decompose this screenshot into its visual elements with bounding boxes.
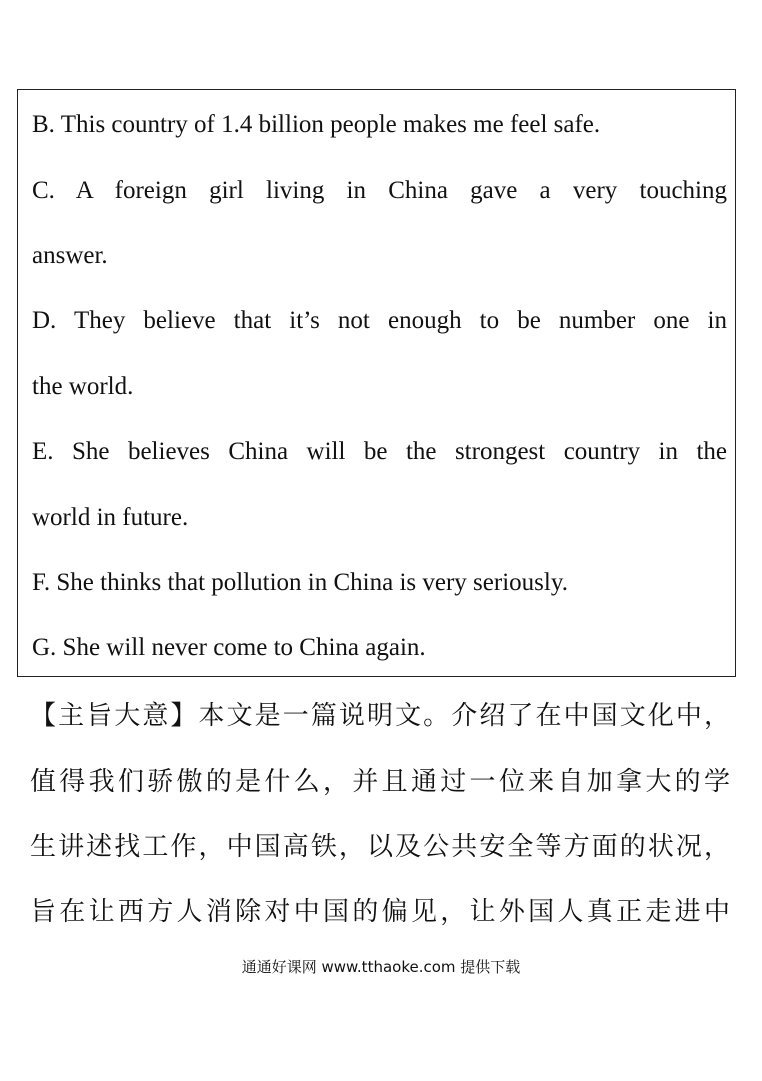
- summary-line-4: 旨在让西方人消除对中国的偏见，让外国人真正走进中: [30, 897, 730, 927]
- option-c-line2: answer.: [32, 242, 108, 269]
- option-e-line1: E. She believes China will be the strongest country in the: [32, 438, 727, 465]
- summary-line-3: 生讲述找工作，中国高铁，以及公共安全等方面的状况，: [30, 832, 730, 862]
- option-f: F. She thinks that pollution in China is very seriously.: [32, 569, 568, 596]
- option-d-line2: the world.: [32, 373, 134, 400]
- option-e-line2: world in future.: [32, 504, 189, 531]
- summary-line-1: 【主旨大意】本文是一篇说明文。介绍了在中国文化中，: [30, 701, 730, 731]
- page-footer: 通通好课网 www.tthaoke.com 提供下载: [241, 958, 521, 976]
- option-d-line1: D. They believe that it’s not enough to be number one in: [32, 307, 727, 334]
- options-box: [17, 89, 736, 677]
- option-b: B. This country of 1.4 billion people makes me feel safe.: [32, 111, 601, 138]
- option-g: G. She will never come to China again.: [32, 634, 426, 661]
- option-c-line1: C. A foreign girl living in China gave a very touching: [32, 177, 727, 204]
- summary-line-2: 值得我们骄傲的是什么，并且通过一位来自加拿大的学: [30, 767, 730, 797]
